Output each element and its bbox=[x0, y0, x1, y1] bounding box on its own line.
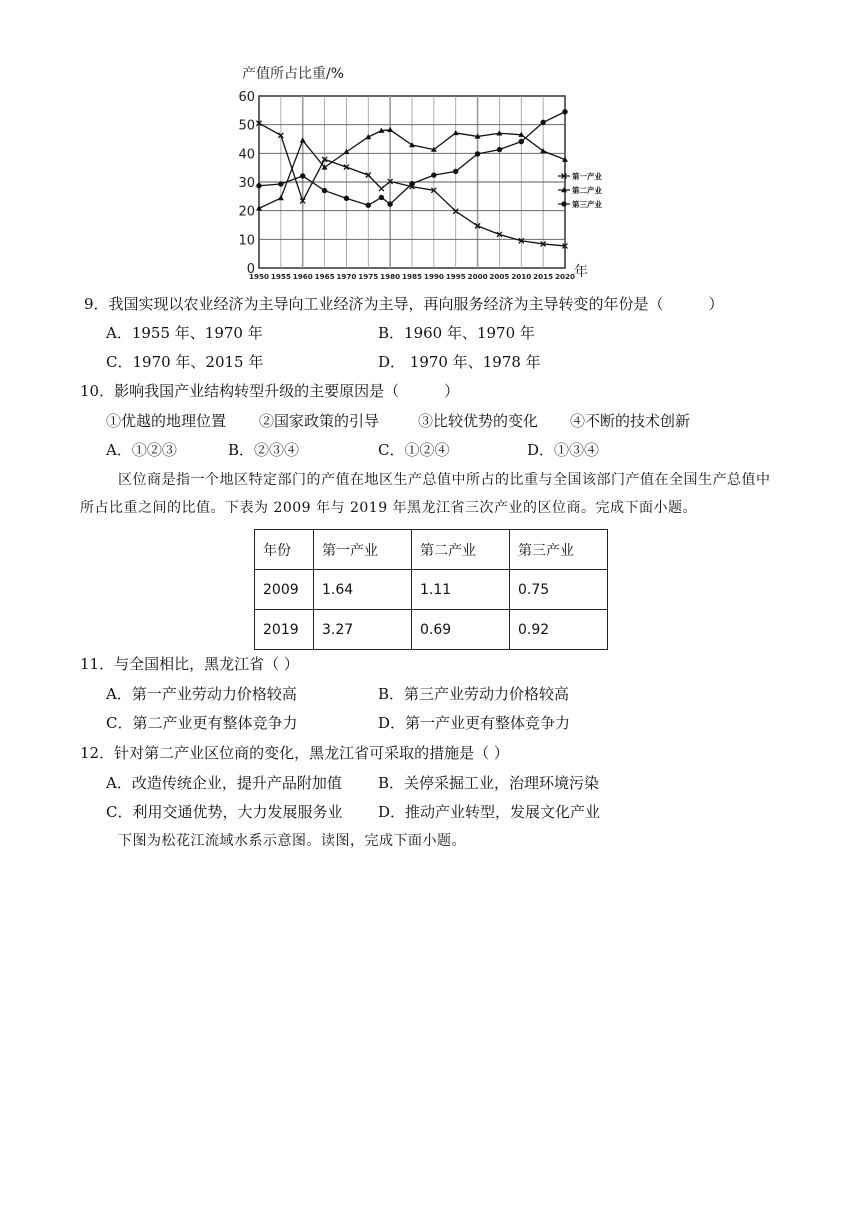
x-tick-label: 1995 bbox=[445, 272, 466, 281]
table-cell: 1.64 bbox=[314, 570, 412, 610]
x-tick-label: 1965 bbox=[314, 272, 335, 281]
q10-option-b[interactable]: B．②③④ bbox=[228, 441, 300, 459]
q11-option-b[interactable]: B．第三产业劳动力价格较高 bbox=[378, 685, 570, 703]
q9-option-d[interactable]: D． 1970 年、1978 年 bbox=[378, 353, 541, 371]
q12-option-a[interactable]: A．改造传统企业，提升产品附加值 bbox=[106, 774, 342, 792]
x-tick-label: 2000 bbox=[467, 272, 488, 281]
x-tick-label: 1975 bbox=[358, 272, 379, 281]
table-cell: 2019 bbox=[255, 610, 314, 650]
next-question-intro: 下图为松花江流域水系示意图。读图，完成下面小题。 bbox=[118, 833, 466, 849]
table-header-cell: 第二产业 bbox=[412, 530, 510, 570]
legend-label: 第三产业 bbox=[572, 200, 602, 209]
y-tick-label: 30 bbox=[238, 176, 255, 191]
data-point-series-3 bbox=[387, 201, 392, 206]
q9-stem: 9．我国实现以农业经济为主导向工业经济为主导，再向服务经济为主导转变的年份是（ ） bbox=[84, 295, 724, 313]
data-point-series-3 bbox=[519, 139, 524, 144]
x-tick-label: 2010 bbox=[511, 272, 532, 281]
table-cell: 0.69 bbox=[412, 610, 510, 650]
data-point-series-3 bbox=[453, 169, 458, 174]
table-cell: 2009 bbox=[255, 570, 314, 610]
legend-marker bbox=[561, 201, 566, 206]
y-tick-label: 20 bbox=[238, 204, 255, 220]
q12-stem: 12．针对第二产业区位商的变化，黑龙江省可采取的措施是（ ） bbox=[80, 744, 509, 762]
data-point-series-3 bbox=[475, 151, 480, 156]
x-tick-label: 2020 bbox=[554, 272, 576, 281]
data-point-series-3 bbox=[497, 147, 502, 152]
q11-option-a[interactable]: A．第一产业劳动力价格较高 bbox=[106, 685, 297, 703]
x-tick-label: 1985 bbox=[401, 272, 423, 281]
y-tick-label: 0 bbox=[246, 262, 255, 277]
y-tick-label: 10 bbox=[238, 233, 255, 249]
legend-label: 第一产业 bbox=[572, 172, 602, 181]
data-point-series-3 bbox=[409, 181, 414, 186]
y-axis-label: 产值所占比重/% bbox=[242, 66, 345, 82]
data-point-series-3 bbox=[366, 203, 371, 208]
data-point-series-3 bbox=[278, 181, 283, 186]
data-point-series-3 bbox=[379, 195, 384, 200]
data-point-series-3 bbox=[322, 188, 327, 193]
chart-svg bbox=[236, 58, 602, 284]
x-tick-label: 2015 bbox=[533, 272, 554, 281]
q10-item-1: ①优越的地理位置 bbox=[106, 412, 227, 430]
x-tick-label: 1980 bbox=[380, 272, 401, 281]
table-header-cell: 年份 bbox=[255, 530, 314, 570]
q12-option-b[interactable]: B．关停采掘工业，治理环境污染 bbox=[378, 774, 600, 792]
q10-item-4: ④不断的技术创新 bbox=[570, 412, 691, 430]
intro-paragraph: 区位商是指一个地区特定部门的产值在地区生产总值中所占的比重与全国该部门产值在全国生产总值中所占比重之间的比值。下表为 2009 年与 2019 年黑龙江省三次产业的区位商。完成下面小题。 bbox=[80, 472, 771, 516]
x-axis-label: 年 bbox=[574, 264, 588, 280]
x-tick-label: 1960 bbox=[292, 272, 313, 281]
x-tick-label: 1955 bbox=[270, 272, 291, 281]
table-header-cell: 第三产业 bbox=[510, 530, 608, 570]
x-tick-label: 1970 bbox=[336, 272, 357, 281]
q10-option-c[interactable]: C．①②④ bbox=[378, 441, 450, 459]
q10-stem: 10．影响我国产业结构转型升级的主要原因是（ ） bbox=[80, 382, 460, 400]
q9-option-c[interactable]: C．1970 年、2015 年 bbox=[106, 353, 264, 371]
q12-option-c[interactable]: C．利用交通优势，大力发展服务业 bbox=[106, 803, 343, 821]
x-tick-label: 1990 bbox=[423, 272, 444, 281]
y-tick-label: 60 bbox=[238, 90, 255, 105]
table-header-row bbox=[255, 530, 608, 570]
q10-item-3: ③比较优势的变化 bbox=[418, 412, 539, 430]
table-cell: 0.75 bbox=[510, 570, 608, 610]
table-row bbox=[255, 570, 608, 610]
q10-item-2: ②国家政策的引导 bbox=[259, 412, 380, 430]
data-point-series-3 bbox=[540, 120, 545, 125]
table-cell: 3.27 bbox=[314, 610, 412, 650]
table-header-cell: 第一产业 bbox=[314, 530, 412, 570]
legend-label: 第二产业 bbox=[572, 186, 602, 195]
q9-option-b[interactable]: B．1960 年、1970 年 bbox=[378, 324, 535, 342]
data-point-series-3 bbox=[256, 183, 261, 188]
data-point-series-3 bbox=[431, 172, 436, 177]
data-point-series-3 bbox=[562, 109, 567, 114]
table-cell: 0.92 bbox=[510, 610, 608, 650]
q12-option-d[interactable]: D．推动产业转型，发展文化产业 bbox=[378, 803, 601, 821]
q10-option-d[interactable]: D．①③④ bbox=[527, 441, 600, 459]
table-cell: 1.11 bbox=[412, 570, 510, 610]
y-tick-label: 50 bbox=[238, 118, 255, 134]
q9-option-a[interactable]: A．1955 年、1970 年 bbox=[106, 324, 263, 342]
q10-option-a[interactable]: A．①②③ bbox=[106, 441, 177, 459]
table-row bbox=[255, 610, 608, 650]
x-tick-label: 1950 bbox=[248, 272, 270, 281]
q11-option-d[interactable]: D．第一产业更有整体竞争力 bbox=[378, 714, 571, 732]
data-point-series-3 bbox=[344, 196, 349, 201]
line-chart bbox=[236, 58, 602, 284]
y-tick-label: 40 bbox=[238, 147, 255, 163]
data-point-series-3 bbox=[300, 173, 305, 178]
location-quotient-table bbox=[254, 529, 608, 650]
x-tick-label: 2005 bbox=[489, 272, 510, 281]
q11-option-c[interactable]: C．第二产业更有整体竞争力 bbox=[106, 714, 298, 732]
q11-stem: 11．与全国相比，黑龙江省（ ） bbox=[80, 655, 299, 673]
